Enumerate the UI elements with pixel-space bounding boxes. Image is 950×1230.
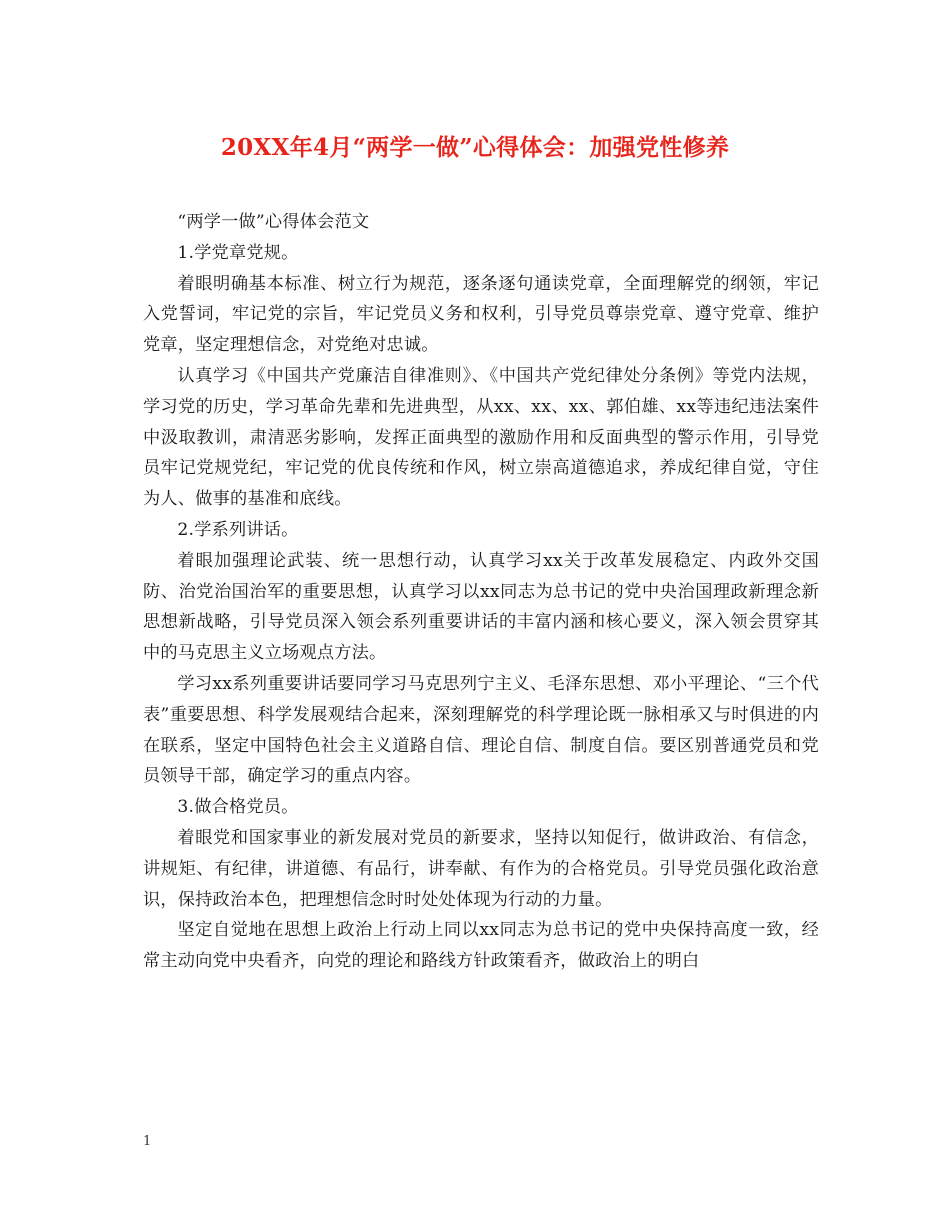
paragraph: 认真学习《中国共产党廉洁自律准则》、《中国共产党纪律处分条例》等党内法规，学习党的历史，学习革命先辈和先进典型，从xx、xx、xx、郭伯雄、xx等违纪违法案件中汲取教训，肃清恶劣影响，发挥正面典型的激励作用和反面典型的警示作用，引导党员牢记党规党纪，牢记党的优良传统和作风，树立崇高道德追求，养成纪律自觉，守住为人、做事的基准和底线。 <box>143 365 819 510</box>
paragraph-subtitle: “两学一做”心得体会范文 <box>177 212 370 232</box>
paragraph: 坚定自觉地在思想上政治上行动上同以xx同志为总书记的党中央保持高度一致，经常主动向党中央看齐，向党的理论和路线方针政策看齐，做政治上的明白 <box>143 920 819 972</box>
page-number: 1 <box>143 1134 152 1149</box>
section-heading-2: 2.学系列讲话。 <box>177 519 299 540</box>
section-heading-1: 1.学党章党规。 <box>177 242 299 263</box>
paragraph: 着眼党和国家事业的新发展对党员的新要求，坚持以知促行，做讲政治、有信念，讲规矩、有纪律，讲道德、有品行，讲奉献、有作为的合格党员。引导党员强化政治意识，保持政治本色，把理想信念时时处处体现为行动的力量。 <box>143 827 819 910</box>
document-body <box>143 207 819 977</box>
paragraph: 学习xx系列重要讲话要同学习马克思列宁主义、毛泽东思想、邓小平理论、“三个代表”重要思想、科学发展观结合起来，深刻理解党的科学理论既一脉相承又与时俱进的内在联系，坚定中国特色社会主义道路自信、理论自信、制度自信。要区别普通党员和党员领导干部，确定学习的重点内容。 <box>143 673 819 787</box>
section-heading-3: 3.做合格党员。 <box>177 797 299 818</box>
paragraph: 着眼加强理论武装、统一思想行动，认真学习xx关于改革发展稳定、内政外交国防、治党治国治军的重要思想，认真学习以xx同志为总书记的党中央治国理政新理念新思想新战略，引导党员深入领会系列重要讲话的丰富内涵和核心要义，深入领会贯穿其中的马克思主义立场观点方法。 <box>143 550 819 664</box>
document-title: 20XX年4月“两学一做”心得体会：加强党性修养 <box>220 134 730 161</box>
paragraph: 着眼明确基本标准、树立行为规范，逐条逐句通读党章，全面理解党的纲领，牢记入党誓词，牢记党的宗旨，牢记党员义务和权利，引导党员尊崇党章、遵守党章、维护党章，坚定理想信念，对党绝对忠诚。 <box>143 273 819 356</box>
